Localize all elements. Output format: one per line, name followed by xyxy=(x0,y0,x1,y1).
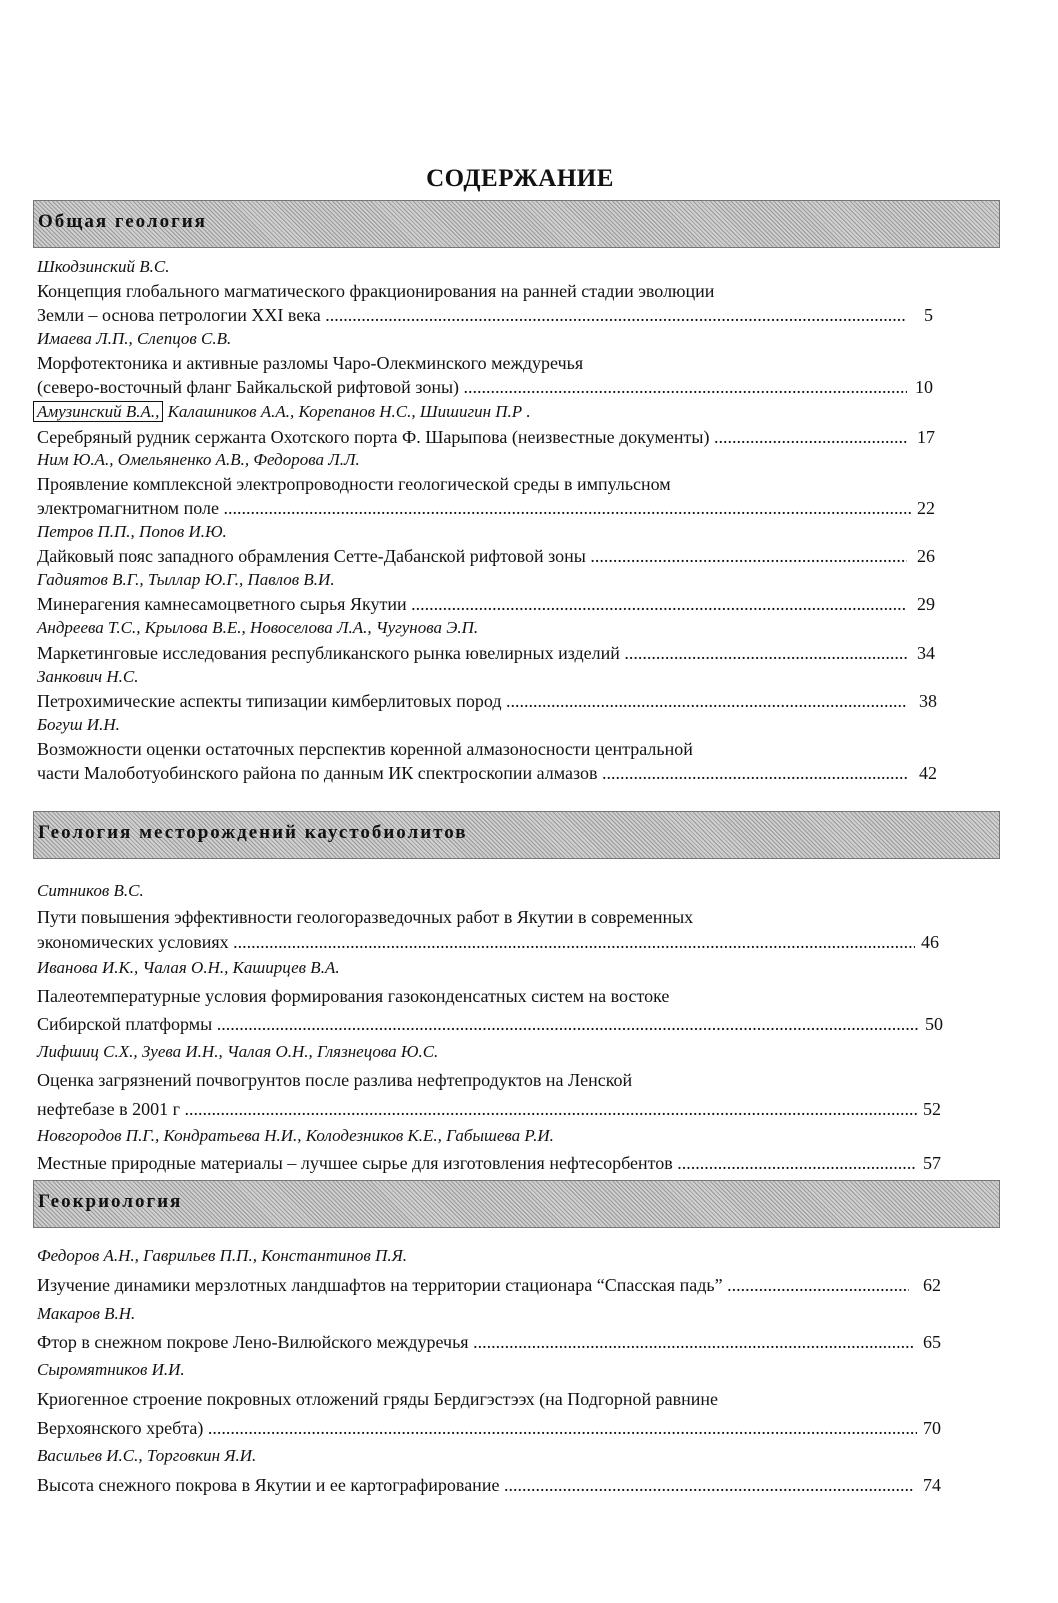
entry-page-number: 46 xyxy=(921,932,939,952)
entry-title-last: части Малоботуобинского района по данным ИК спектроскопии алмазов ..... xyxy=(37,763,907,784)
entry-authors: Петров П.П., Попов И.Ю. xyxy=(37,522,227,541)
entry-authors: Ситников В.С. xyxy=(37,881,144,900)
entry-title-last: Сибирской платформы ..... xyxy=(37,1014,919,1035)
entry-page-number: 52 xyxy=(923,1099,941,1119)
entry-title-line: Криогенное строение покровных отложений гряды Бердигэстээх (на Подгорной равнине xyxy=(37,1389,718,1409)
entry-authors: Сыромятников И.И. xyxy=(37,1360,185,1379)
entry-authors: Лифшиц С.Х., Зуева И.Н., Чалая О.Н., Глязнецова Ю.С. xyxy=(37,1042,439,1061)
entry-page-number: 17 xyxy=(917,427,935,447)
entry-title-line: Морфотектоника и активные разломы Чаро-Олекминского междуречья xyxy=(37,353,584,373)
entry-page-number: 74 xyxy=(923,1475,941,1495)
entry-authors: Гадиятов В.Г., Тыллар Ю.Г., Павлов В.И. xyxy=(37,570,335,589)
entry-title-line: Концепция глобального магматического фракционирования на ранней стадии эволюции xyxy=(37,281,715,301)
entry-title-line: Палеотемпературные условия формирования газоконденсатных систем на востоке xyxy=(37,986,670,1006)
entry-authors: Макаров В.Н. xyxy=(37,1304,136,1323)
entry-title-line: Оценка загрязнений почвогрунтов после разлива нефтепродуктов на Ленской xyxy=(37,1070,633,1090)
entry-title-last: Изучение динамики мерзлотных ландшафтов на территории стационара “Спасская падь” ..... xyxy=(37,1275,909,1296)
entry-title-last: Высота снежного покрова в Якутии и ее картографирование ..... xyxy=(37,1475,913,1496)
entry-title-last: нефтебазе в 2001 г ..... xyxy=(37,1099,917,1120)
entry-title-line: Проявление комплексной электропроводности геологической среды в импульсном xyxy=(37,474,671,494)
entry-title-last: Маркетинговые исследования республиканского рынка ювелирных изделий ..... xyxy=(37,643,907,664)
entry-title-last: Дайковый пояс западного обрамления Сетте-Дабанской рифтовой зоны ..... xyxy=(37,546,907,567)
entry-title-last: Фтор в снежном покрове Лено-Вилюйского междуречья ..... xyxy=(37,1332,913,1353)
highlighted-author: Амузинский В.А., xyxy=(33,401,163,422)
page-title: СОДЕРЖАНИЕ xyxy=(426,165,614,192)
entry-authors: Имаева Л.П., Слепцов С.В. xyxy=(37,329,232,348)
entry-authors: Андреева Т.С., Крылова В.Е., Новоселова Л.А., Чугунова Э.П. xyxy=(37,618,479,637)
entry-page-number: 50 xyxy=(925,1014,943,1034)
entry-title-last: Земли – основа петрологии XXI века ..... xyxy=(37,305,905,326)
section-header-geocryology xyxy=(33,1180,1000,1228)
entry-authors: Шкодзинский В.С. xyxy=(37,257,170,276)
entry-authors: Иванова И.К., Чалая О.Н., Каширцев В.А. xyxy=(37,958,340,977)
entry-page-number: 38 xyxy=(919,691,937,711)
entry-title-last: Местные природные материалы – лучшее сырье для изготовления нефтесорбентов ..... xyxy=(37,1153,915,1174)
section-heading: Геокриология xyxy=(38,1191,183,1212)
entry-authors: Ним Ю.А., Омельяненко А.В., Федорова Л.Л. xyxy=(37,450,360,469)
entry-title-last: Серебряный рудник сержанта Охотского порта Ф. Шарыпова (неизвестные документы) ..... xyxy=(37,427,907,448)
entry-page-number: 29 xyxy=(917,594,935,614)
section-header-general-geology xyxy=(33,200,1000,248)
entry-title-line: Возможности оценки остаточных перспектив коренной алмазоносности центральной xyxy=(37,739,693,759)
entry-title-last: Петрохимические аспекты типизации кимберлитовых пород ..... xyxy=(37,691,907,712)
section-heading: Общая геология xyxy=(38,211,207,232)
entry-title-last: Минерагения камнесамоцветного сырья Якутии ..... xyxy=(37,594,907,615)
entry-page-number: 10 xyxy=(915,377,933,397)
section-header-caustobiolites xyxy=(33,811,1000,859)
entry-page-number: 65 xyxy=(923,1332,941,1352)
entry-authors xyxy=(37,402,531,422)
entry-authors: Богуш И.Н. xyxy=(37,715,120,734)
entry-page-number: 57 xyxy=(923,1153,941,1173)
entry-page-number: 26 xyxy=(917,546,935,566)
entry-authors: Васильев И.С., Торговкин Я.И. xyxy=(37,1446,257,1465)
entry-page-number: 5 xyxy=(924,305,933,325)
section-heading: Геология месторождений каустобиолитов xyxy=(38,822,468,843)
entry-page-number: 62 xyxy=(923,1275,941,1295)
entry-page-number: 42 xyxy=(919,763,937,783)
entry-authors: Занкович Н.С. xyxy=(37,667,139,686)
entry-authors: Федоров А.Н., Гаврильев П.П., Константинов П.Я. xyxy=(37,1246,408,1265)
entry-page-number: 22 xyxy=(917,498,935,518)
entry-authors: Новгородов П.Г., Кондратьева Н.И., Колодезников К.Е., Габышева Р.И. xyxy=(37,1126,554,1145)
entry-coauthors: Калашников А.А., Корепанов Н.С., Шишигин П.Р . xyxy=(167,402,531,421)
entry-title-last: электромагнитном поле ..... xyxy=(37,498,913,519)
entry-page-number: 70 xyxy=(923,1418,941,1438)
entry-title-line: Пути повышения эффективности геологоразведочных работ в Якутии в современных xyxy=(37,907,694,927)
entry-page-number: 34 xyxy=(917,643,935,663)
entry-title-last: экономических условиях ..... xyxy=(37,932,915,953)
entry-title-last: Верхоянского хребта) ..... xyxy=(37,1418,917,1439)
entry-title-last: (северо-восточный фланг Байкальской рифтовой зоны) ..... xyxy=(37,377,907,398)
